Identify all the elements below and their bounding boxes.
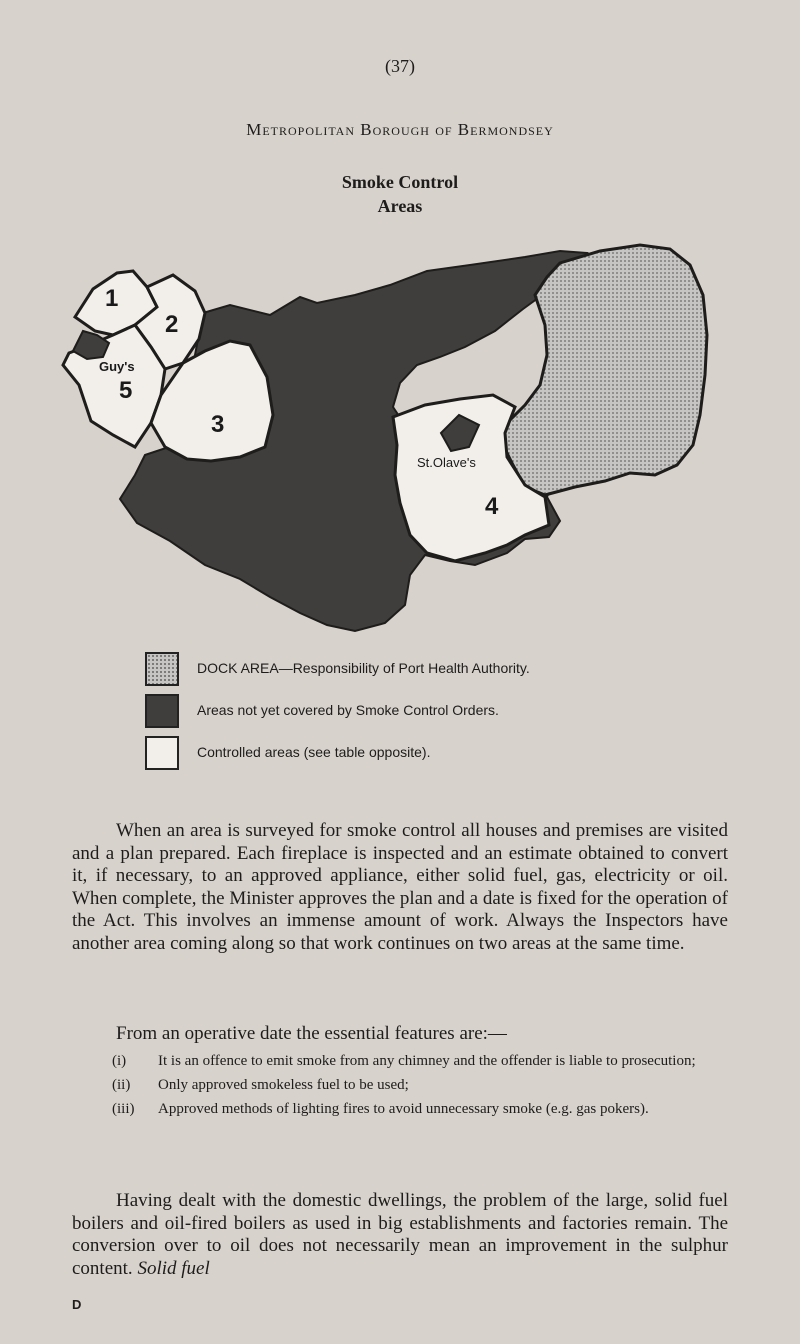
guys-label: Guy's [99,359,135,374]
page-number: (37) [385,56,415,76]
list-item [72,1100,728,1118]
area-label-2: 2 [165,311,179,338]
legend-label-uncovered: Areas not yet covered by Smoke Control Orders. [197,702,499,718]
dock-swatch [145,652,179,686]
paragraph-survey: When an area is surveyed for smoke control all houses and premises are visited and a plan prepared. Each fireplace is inspected and an estimate obtained to convert it, if necessary, to an approved appliance, either solid fuel, gas, electricity or oil. When complete, the Minister approves the plan and a date is fixed for the operation of the Act. This involves an immense amount of work. Always the Inspectors have another area coming along so that work continues on two areas at the same time. [72,820,728,954]
area-label-3: 3 [211,411,225,438]
area-label-1: 1 [105,285,119,312]
paragraph-features-intro: From an operative date the essential features are:— [116,1023,507,1044]
list-item-number: (iii) [112,1101,135,1117]
area-label-5: 5 [119,377,133,404]
smoke-control-map [55,235,745,655]
paragraph-boilers-italic: Solid fuel [137,1257,210,1279]
features-list [72,1052,728,1124]
list-item-text: Approved methods of lighting fires to avoid unnecessary smoke (e.g. gas pokers). [158,1101,649,1117]
list-item [72,1076,728,1094]
list-item-text: Only approved smokeless fuel to be used; [158,1077,409,1093]
map-title-line1: Smoke Control [341,172,459,192]
list-item-number: (i) [112,1053,127,1069]
st-olaves-label: St.Olave's [417,455,476,470]
map-title [0,170,800,218]
signature-letter: D [72,1297,82,1312]
paragraph-boilers [72,1190,728,1280]
borough-title: Metropolitan Borough of Bermondsey [246,120,554,139]
legend-label-controlled: Controlled areas (see table opposite). [197,744,431,760]
list-item [72,1052,728,1070]
map-title-line2: Areas [377,196,423,216]
uncovered-swatch [145,694,179,728]
legend-label-dock: DOCK AREA—Responsibility of Port Health Authority. [197,660,530,676]
paragraph-boilers-text: Having dealt with the domestic dwellings, the problem of the large, solid fuel boilers and oil-fired boilers as used in big establishments and factories remain. The conversion over to oil does not necessarily mean an improvement in the sulphur content. [72,1190,728,1279]
controlled-swatch [145,736,179,770]
list-item-number: (ii) [112,1077,131,1093]
list-item-text: It is an offence to emit smoke from any chimney and the offender is liable to prosecution; [158,1053,696,1069]
map-svg [55,235,745,655]
guys-site [73,331,109,359]
area-label-4: 4 [485,493,499,520]
